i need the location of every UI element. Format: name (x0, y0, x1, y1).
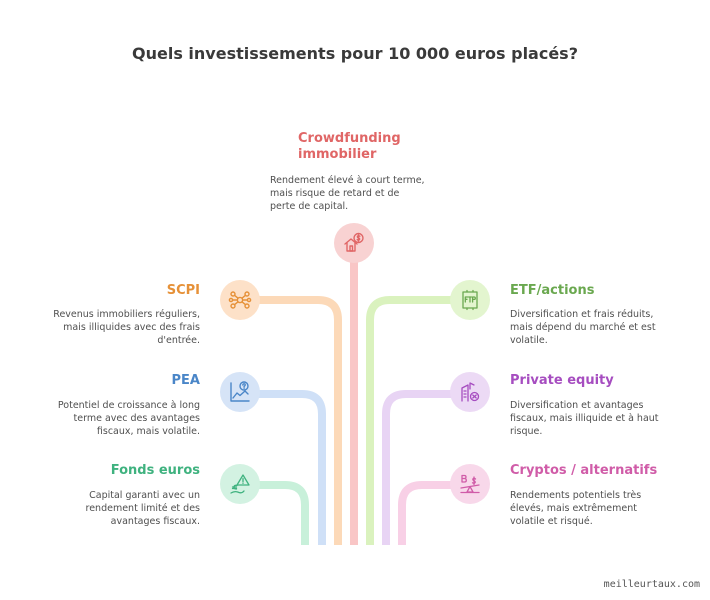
crowdfunding-desc-line: perte de capital. (270, 201, 349, 212)
cryptos-desc-line: volatile et risqué. (510, 516, 593, 527)
line-pea (256, 394, 322, 545)
crowdfunding-desc (270, 174, 450, 213)
line-cryptos (402, 485, 456, 545)
cryptos-title: Cryptos / alternatifs (510, 463, 658, 478)
etf-desc-line: Diversification et frais réduits, (510, 309, 654, 320)
pea-desc-line: terme avec des avantages (73, 413, 200, 424)
etf-title: ETF/actions (510, 283, 595, 298)
pea-desc-line: fiscaux, mais volatile. (96, 426, 200, 437)
crowdfunding-icon-circle (334, 223, 374, 263)
private-equity-title: Private equity (510, 373, 614, 388)
line-private-equity (386, 394, 456, 545)
page-title: Quels investissements pour 10 000 euros placés? (132, 44, 578, 63)
etf-desc (510, 308, 700, 347)
crowdfunding-title (298, 131, 401, 163)
crowdfunding-desc-line: Rendement élevé à court terme, (270, 175, 425, 186)
fonds-euros-desc-line: rendement limité et des (85, 503, 200, 514)
fonds-euros-title: Fonds euros (110, 463, 200, 478)
house-coin-icon (342, 231, 366, 255)
fonds-euros-desc-line: avantages fiscaux. (110, 516, 200, 527)
scpi-desc-line: mais illiquides avec des frais (63, 322, 200, 333)
pea-title: PEA (171, 373, 200, 388)
private-equity-icon-circle (450, 372, 490, 412)
scpi-icon-circle (220, 280, 260, 320)
ftp-document-icon (458, 288, 482, 312)
cryptos-icon-circle (450, 464, 490, 504)
crowdfunding-desc-line: mais risque de retard et de (270, 188, 400, 199)
pea-desc-line: Potentiel de croissance à long (57, 400, 200, 411)
warning-hand-icon (228, 472, 252, 496)
crowdfunding-title-line1: Crowdfunding (298, 131, 401, 146)
cryptos-desc (510, 489, 700, 528)
scpi-desc-line: d'entrée. (157, 335, 200, 346)
crowdfunding-title-line2: immobilier (298, 147, 377, 162)
etf-desc-line: volatile. (510, 335, 548, 346)
growth-question-icon (228, 380, 252, 404)
site-watermark: meilleurtaux.com (603, 579, 700, 590)
etf-icon-circle (450, 280, 490, 320)
pea-desc (20, 399, 200, 438)
fonds-euros-desc (20, 489, 200, 528)
private-equity-desc (510, 399, 700, 438)
pea-icon-circle (220, 372, 260, 412)
line-fonds-euros (256, 485, 305, 545)
network-icon (228, 288, 252, 312)
fonds-euros-icon-circle (220, 464, 260, 504)
private-equity-desc-line: fiscaux, mais illiquide et à haut (510, 413, 659, 424)
cryptos-desc-line: Rendements potentiels très (510, 490, 642, 501)
cryptos-desc-line: élevés, mais extrêmement (510, 503, 637, 514)
private-equity-desc-line: Diversification et avantages (510, 400, 644, 411)
balance-crypto-icon (458, 472, 482, 496)
fonds-euros-desc-line: Capital garanti avec un (89, 490, 200, 501)
scpi-desc-line: Revenus immobiliers réguliers, (53, 309, 200, 320)
scpi-title: SCPI (166, 283, 200, 298)
private-equity-desc-line: risque. (510, 426, 543, 437)
building-refresh-icon (458, 380, 482, 404)
etf-desc-line: mais dépend du marché et est (510, 322, 656, 333)
scpi-desc (20, 308, 200, 347)
